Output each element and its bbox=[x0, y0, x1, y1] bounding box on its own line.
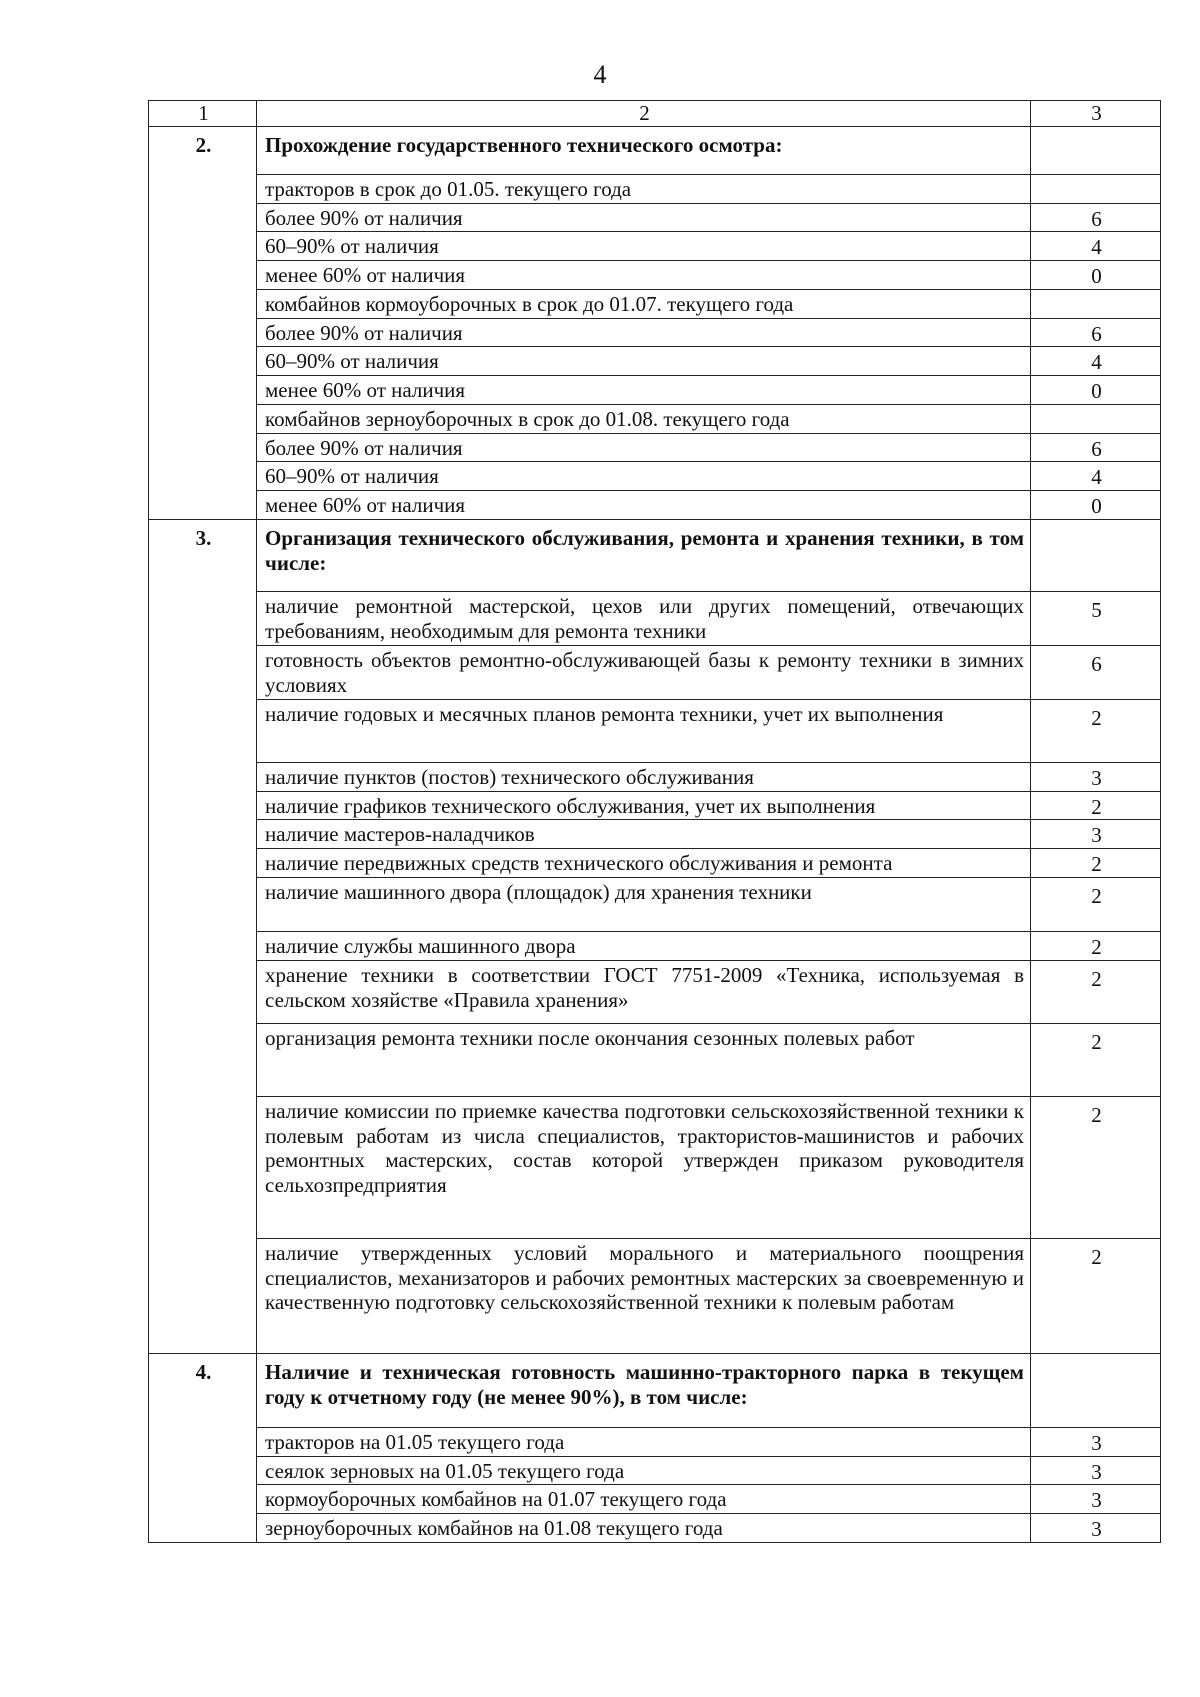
row-points: 0 bbox=[1031, 491, 1161, 520]
row-text: наличие комиссии по приемке качества подготовки сельскохозяйственной техники к полевым работам из числа специалистов, трактористов-машинистов и рабочих ремонтных мастерских, состав которой утвержден приказом руководителя сельхозпредприятия bbox=[257, 1096, 1031, 1238]
row-points: 3 bbox=[1031, 762, 1161, 791]
table-row bbox=[149, 433, 1161, 462]
section-2-number: 2. bbox=[149, 126, 257, 519]
row-text: менее 60% от наличия bbox=[257, 491, 1031, 520]
table-row bbox=[149, 762, 1161, 791]
page-number: 4 bbox=[593, 60, 607, 89]
table-row bbox=[149, 791, 1161, 820]
row-points bbox=[1031, 404, 1161, 433]
table-row bbox=[149, 699, 1161, 762]
section-3-title-row bbox=[149, 519, 1161, 591]
section-2-title: Прохождение государственного технического осмотра: bbox=[257, 126, 1031, 174]
table-row bbox=[149, 960, 1161, 1023]
table-row bbox=[149, 232, 1161, 261]
row-text: сеялок зерновых на 01.05 текущего года bbox=[257, 1456, 1031, 1485]
row-points: 6 bbox=[1031, 433, 1161, 462]
row-text: организация ремонта техники после окончания сезонных полевых работ bbox=[257, 1023, 1031, 1096]
row-text: наличие утвержденных условий морального и материального поощрения специалистов, механизаторов и рабочих ремонтных мастерских за своевременную и качественную подготовку сельскохозяйственной техники к полевым работам bbox=[257, 1238, 1031, 1353]
table-row bbox=[149, 878, 1161, 932]
row-text: 60–90% от наличия bbox=[257, 462, 1031, 491]
row-text: наличие годовых и месячных планов ремонта техники, учет их выполнения bbox=[257, 699, 1031, 762]
table-header-row bbox=[149, 101, 1161, 127]
row-points: 2 bbox=[1031, 791, 1161, 820]
table-row bbox=[149, 376, 1161, 405]
section-3-title: Организация технического обслуживания, ремонта и хранения техники, в том числе: bbox=[257, 519, 1031, 591]
row-text: тракторов на 01.05 текущего года bbox=[257, 1427, 1031, 1456]
row-points: 5 bbox=[1031, 591, 1161, 645]
row-points: 6 bbox=[1031, 645, 1161, 699]
row-text: 60–90% от наличия bbox=[257, 232, 1031, 261]
row-points: 2 bbox=[1031, 1096, 1161, 1238]
row-text: наличие пунктов (постов) технического обслуживания bbox=[257, 762, 1031, 791]
row-points: 2 bbox=[1031, 878, 1161, 932]
section-4-title: Наличие и техническая готовность машинно-тракторного парка в текущем году к отчетному году (не менее 90%), в том числе: bbox=[257, 1353, 1031, 1427]
section-4-points bbox=[1031, 1353, 1161, 1427]
row-points: 0 bbox=[1031, 261, 1161, 290]
row-text: хранение техники в соответствии ГОСТ 7751-2009 «Техника, используемая в сельском хозяйстве «Правила хранения» bbox=[257, 960, 1031, 1023]
row-text: более 90% от наличия bbox=[257, 203, 1031, 232]
row-text: зерноуборочных комбайнов на 01.08 текущего года bbox=[257, 1514, 1031, 1543]
criteria-table bbox=[148, 100, 1161, 1543]
table-row bbox=[149, 462, 1161, 491]
row-text: более 90% от наличия bbox=[257, 433, 1031, 462]
row-points: 2 bbox=[1031, 849, 1161, 878]
row-points bbox=[1031, 174, 1161, 203]
section-4-number: 4. bbox=[149, 1353, 257, 1542]
header-col-3: 3 bbox=[1031, 101, 1161, 127]
table-row bbox=[149, 203, 1161, 232]
row-text: наличие мастеров-наладчиков bbox=[257, 820, 1031, 849]
row-text: наличие графиков технического обслуживания, учет их выполнения bbox=[257, 791, 1031, 820]
row-text: менее 60% от наличия bbox=[257, 376, 1031, 405]
row-points: 4 bbox=[1031, 462, 1161, 491]
row-points: 2 bbox=[1031, 1238, 1161, 1353]
table-row bbox=[149, 1485, 1161, 1514]
table-row bbox=[149, 1023, 1161, 1096]
section-2-title-row bbox=[149, 126, 1161, 174]
table-row bbox=[149, 1427, 1161, 1456]
row-points: 6 bbox=[1031, 203, 1161, 232]
row-points: 2 bbox=[1031, 699, 1161, 762]
table-row bbox=[149, 404, 1161, 433]
table-row bbox=[149, 1238, 1161, 1353]
row-text: наличие машинного двора (площадок) для хранения техники bbox=[257, 878, 1031, 932]
row-points: 3 bbox=[1031, 1485, 1161, 1514]
section-4-title-row bbox=[149, 1353, 1161, 1427]
row-points: 2 bbox=[1031, 960, 1161, 1023]
table-row bbox=[149, 932, 1161, 961]
table-row bbox=[149, 1096, 1161, 1238]
row-text: готовность объектов ремонтно-обслуживающей базы к ремонту техники в зимних условиях bbox=[257, 645, 1031, 699]
row-points: 0 bbox=[1031, 376, 1161, 405]
header-col-1: 1 bbox=[149, 101, 257, 127]
table-row bbox=[149, 645, 1161, 699]
table-row bbox=[149, 491, 1161, 520]
table-row bbox=[149, 261, 1161, 290]
row-points: 6 bbox=[1031, 318, 1161, 347]
row-points: 3 bbox=[1031, 1514, 1161, 1543]
table-row bbox=[149, 849, 1161, 878]
row-text: тракторов в срок до 01.05. текущего года bbox=[257, 174, 1031, 203]
row-points: 2 bbox=[1031, 1023, 1161, 1096]
row-text: наличие службы машинного двора bbox=[257, 932, 1031, 961]
row-points: 3 bbox=[1031, 820, 1161, 849]
row-text: менее 60% от наличия bbox=[257, 261, 1031, 290]
table-row bbox=[149, 289, 1161, 318]
row-text: комбайнов кормоуборочных в срок до 01.07. текущего года bbox=[257, 289, 1031, 318]
section-2-points bbox=[1031, 126, 1161, 174]
row-points bbox=[1031, 289, 1161, 318]
row-text: наличие ремонтной мастерской, цехов или других помещений, отвечающих требованиям, необходимым для ремонта техники bbox=[257, 591, 1031, 645]
table-row bbox=[149, 820, 1161, 849]
row-text: наличие передвижных средств технического обслуживания и ремонта bbox=[257, 849, 1031, 878]
section-3-number: 3. bbox=[149, 519, 257, 1353]
row-points: 4 bbox=[1031, 232, 1161, 261]
table-row bbox=[149, 1514, 1161, 1543]
table-row bbox=[149, 347, 1161, 376]
row-text: кормоуборочных комбайнов на 01.07 текущего года bbox=[257, 1485, 1031, 1514]
row-points: 2 bbox=[1031, 932, 1161, 961]
section-3-points bbox=[1031, 519, 1161, 591]
table-row bbox=[149, 1456, 1161, 1485]
row-points: 3 bbox=[1031, 1456, 1161, 1485]
row-text: комбайнов зерноуборочных в срок до 01.08. текущего года bbox=[257, 404, 1031, 433]
row-text: 60–90% от наличия bbox=[257, 347, 1031, 376]
row-points: 4 bbox=[1031, 347, 1161, 376]
table-row bbox=[149, 174, 1161, 203]
table-row bbox=[149, 591, 1161, 645]
row-points: 3 bbox=[1031, 1427, 1161, 1456]
row-text: более 90% от наличия bbox=[257, 318, 1031, 347]
table-row bbox=[149, 318, 1161, 347]
header-col-2: 2 bbox=[257, 101, 1031, 127]
